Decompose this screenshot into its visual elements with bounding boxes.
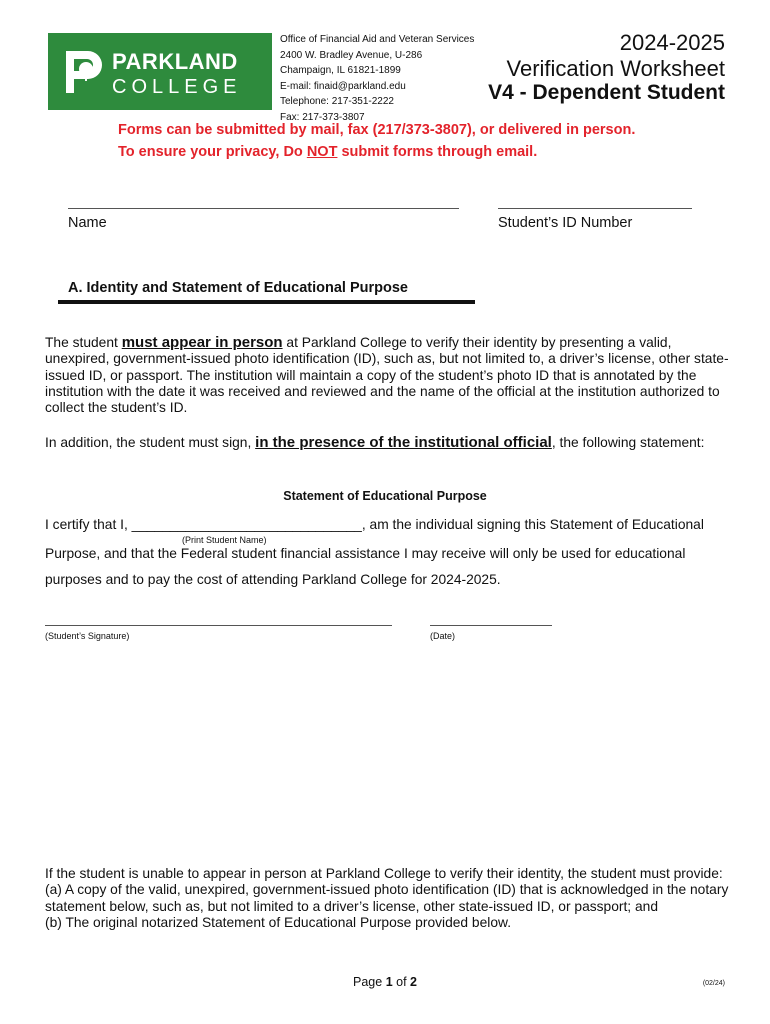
- signature-caption: (Student’s Signature): [45, 631, 130, 641]
- office-name: Office of Financial Aid and Veteran Services: [280, 34, 475, 45]
- office-city: Champaign, IL 61821-1899: [280, 65, 401, 77]
- print-name-blank[interactable]: ______________________________: [131, 517, 362, 532]
- parkland-college-logo: [48, 33, 272, 110]
- revision-date: (02/24): [702, 980, 725, 987]
- statement-line3: purposes and to pay the cost of attending Parkland College for 2024-2025.: [45, 572, 501, 587]
- submission-notice: Forms can be submitted by mail, fax (217/373-3807), or delivered in person.: [118, 122, 636, 138]
- statement-line2: Purpose, and that the Federal student financial assistance I may receive will only be used for educational: [45, 546, 686, 561]
- statement-title: Statement of Educational Purpose: [283, 489, 487, 503]
- date-line[interactable]: [430, 625, 552, 626]
- office-street: 2400 W. Bradley Avenue, U-286: [280, 49, 423, 61]
- section-a-rule: [58, 300, 475, 304]
- print-name-caption: (Print Student Name): [182, 535, 267, 545]
- alternate-intro: If the student is unable to appear in person at Parkland College to verify their identity, the student must provide:: [45, 866, 723, 881]
- logo-line2: COLLEGE: [112, 76, 242, 98]
- logo-graphic: [48, 33, 272, 110]
- page-total: 2: [410, 975, 417, 989]
- name-line[interactable]: [68, 208, 459, 209]
- alternate-procedure: [45, 866, 730, 931]
- student-id-line[interactable]: [498, 208, 692, 209]
- student-id-label: Student’s ID Number: [498, 215, 633, 231]
- page-number: 1: [385, 975, 393, 989]
- signature-line[interactable]: [45, 625, 392, 626]
- logo-line1: PARKLAND: [112, 49, 238, 74]
- alternate-item-a: (a) A copy of the valid, unexpired, government-issued photo identification (ID) that is acknowledged in the notary statement below, such as, but not limited to a driver’s license, other state-issued ID, or passport; and: [45, 882, 729, 914]
- sign-instruction: In addition, the student must sign, in the presence of the institutional official, the following statement:: [45, 434, 705, 451]
- office-fax: Fax: 217-373-3807: [280, 111, 365, 123]
- document-subtitle: V4 - Dependent Student: [488, 81, 725, 104]
- office-contact-block: [280, 32, 474, 126]
- award-year: 2024-2025: [619, 30, 725, 55]
- office-telephone: Telephone: 217-351-2222: [280, 96, 394, 108]
- statement-line1: I certify that I, ______________________________, am the individual signing this Statement of Educational: [45, 517, 704, 532]
- section-a-title: A. Identity and Statement of Educational Purpose: [68, 280, 408, 296]
- appear-in-person-emphasis: must appear in person: [121, 334, 283, 351]
- privacy-notice: To ensure your privacy, Do NOT submit forms through email.: [118, 144, 538, 160]
- page-indicator: Page 1 of 2: [353, 975, 417, 989]
- date-caption: (Date): [430, 631, 456, 641]
- presence-emphasis: in the presence of the institutional official: [255, 434, 552, 451]
- document-title: Verification Worksheet: [506, 56, 725, 81]
- name-label: Name: [68, 215, 107, 231]
- identity-paragraph: The student must appear in person at Parkland College to verify their identity by presenting a valid, unexpired, government-issued photo identification (ID), such as, but not limited to, a driver’s license, other state-issued ID, or passport. The institution will maintain a copy of the student’s photo ID that is annotated by the institution with the date it was received and reviewed and the name of the official at the institution authorized to collect the student’s ID.: [45, 334, 729, 416]
- not-emphasis: NOT: [306, 144, 338, 160]
- office-email: E-mail: finaid@parkland.edu: [280, 80, 406, 92]
- alternate-item-b: (b) The original notarized Statement of Educational Purpose provided below.: [45, 914, 512, 930]
